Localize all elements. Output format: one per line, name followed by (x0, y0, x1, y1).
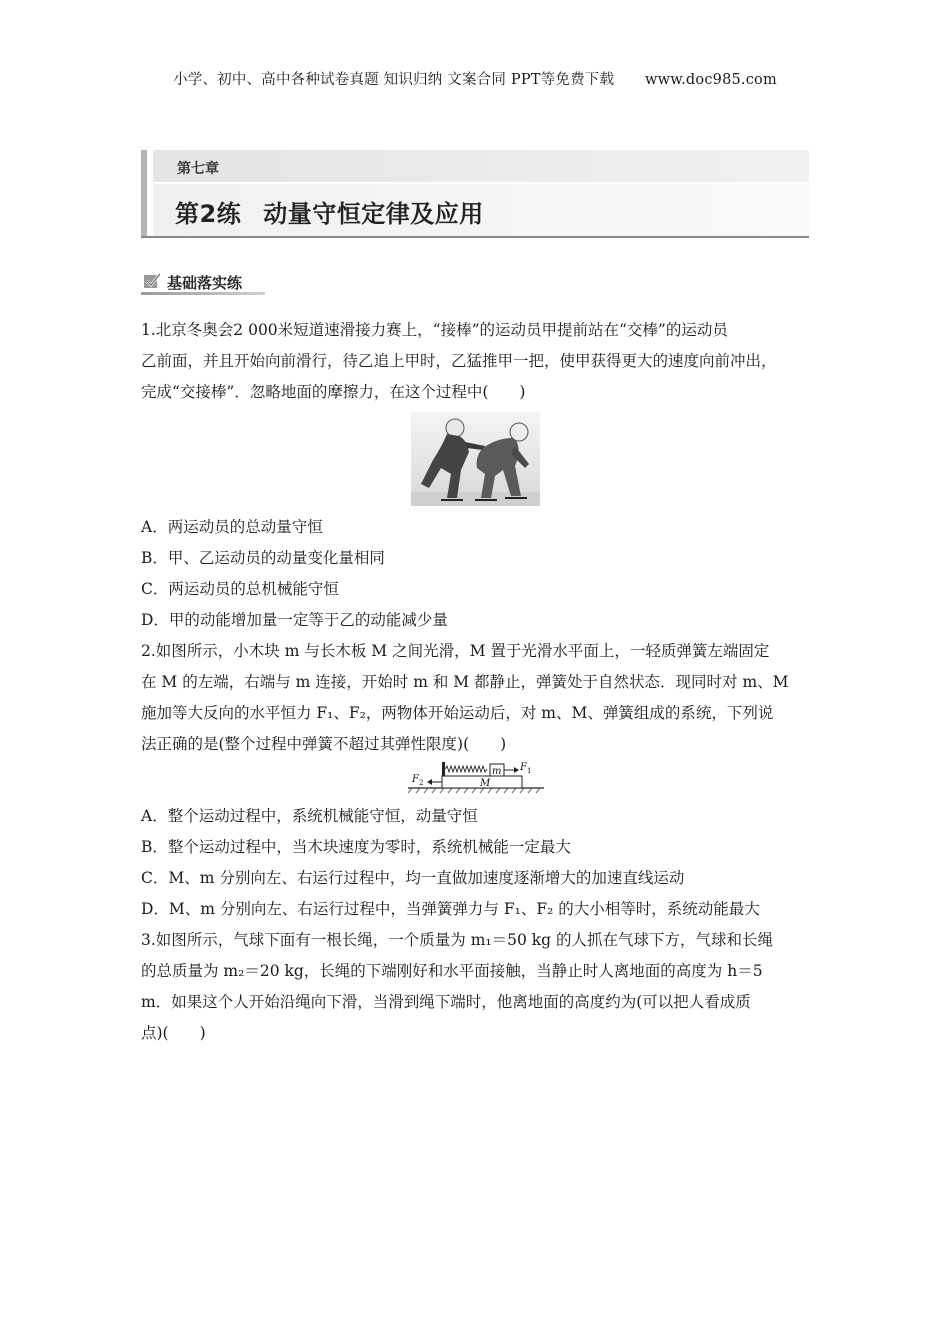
chapter-banner (141, 150, 809, 236)
question-3-line: 点)( ) (141, 1024, 206, 1042)
force-f1-subscript: 1 (527, 767, 532, 775)
question-2-option-a: A．整个运动过程中，系统机械能守恒，动量守恒 (141, 807, 478, 825)
spring-block-diagram (408, 760, 544, 794)
section-heading (141, 270, 265, 294)
chapter-title (175, 194, 484, 229)
block-m-label: m (492, 766, 502, 777)
question-3-line: 的总质量为 m₂＝20 kg，长绳的下端刚好和水平面接触，当静止时人离地面的高度为 h＝5 (141, 962, 763, 980)
checkbox-check-icon (143, 272, 161, 290)
question-1-option-d: D．甲的动能增加量一定等于乙的动能减少量 (141, 611, 448, 629)
speed-skaters-photo (411, 412, 540, 506)
question-3-line: m．如果这个人开始沿绳向下滑，当滑到绳下端时，他离地面的高度约为(可以把人看成质 (141, 993, 751, 1011)
question-2-stem (141, 636, 811, 760)
force-f2-subscript: 2 (419, 779, 424, 787)
header-site[interactable]: www.doc985.com (644, 72, 777, 88)
section-underline (141, 292, 265, 295)
question-2-line: 在 M 的左端，右端与 m 连接，开始时 m 和 M 都静止，弹簧处于自然状态．现同时对 m、M (141, 673, 789, 691)
banner-accent-bar (141, 150, 147, 236)
question-2-option-d: D．M、m 分别向左、右运行过程中，当弹簧弹力与 F₁、F₂ 的大小相等时，系统动能最大 (141, 900, 760, 918)
question-1-line: 1.北京冬奥会2 000米短道速滑接力赛上，“接棒”的运动员甲提前站在“交棒”的运动员 (141, 321, 728, 339)
header-text: 小学、初中、高中各种试卷真题 知识归纳 文案合同 PPT等免费下载 (173, 72, 615, 88)
question-2-option-b: B．整个运动过程中，当木块速度为零时，系统机械能一定最大 (141, 838, 571, 856)
chapter-title-text: 动量守恒定律及应用 (263, 200, 484, 228)
question-1-line: 完成“交接棒”．忽略地面的摩擦力，在这个过程中( ) (141, 383, 526, 401)
question-1-option-c: C．两运动员的总机械能守恒 (141, 580, 339, 598)
question-1-option-a: A．两运动员的总动量守恒 (141, 518, 323, 536)
question-1-stem (141, 315, 811, 408)
question-2-line: 2.如图所示，小木块 m 与长木板 M 之间光滑，M 置于光滑水平面上，一轻质弹簧左端固定 (141, 642, 770, 660)
force-f2-label: F (412, 774, 419, 785)
question-1-line: 乙前面，并且开始向前滑行，待乙追上甲时，乙猛推甲一把，使甲获得更大的速度向前冲出， (141, 352, 777, 370)
section-label: 基础落实练 (167, 274, 243, 292)
question-3-stem (141, 925, 811, 1049)
question-2-line: 施加等大反向的水平恒力 F₁、F₂，两物体开始运动后，对 m、M、弹簧组成的系统，下列说 (141, 704, 774, 722)
force-f1-label: F (520, 762, 527, 773)
page-header (0, 68, 950, 89)
banner-divider (141, 236, 809, 238)
board-M-label: M (480, 778, 491, 789)
question-2-line: 法正确的是(整个过程中弹簧不超过其弹性限度)( ) (141, 735, 507, 753)
banner-top-band (153, 150, 809, 182)
question-1-option-b: B．甲、乙运动员的动量变化量相同 (141, 549, 385, 567)
question-3-line: 3.如图所示，气球下面有一根长绳，一个质量为 m₁＝50 kg 的人抓在气球下方，气球和长绳 (141, 931, 774, 949)
chapter-number: 第2练 (175, 200, 242, 228)
question-2-option-c: C．M、m 分别向左、右运行过程中，均一直做加速度逐渐增大的加速直线运动 (141, 869, 685, 887)
chapter-label: 第七章 (177, 161, 219, 177)
